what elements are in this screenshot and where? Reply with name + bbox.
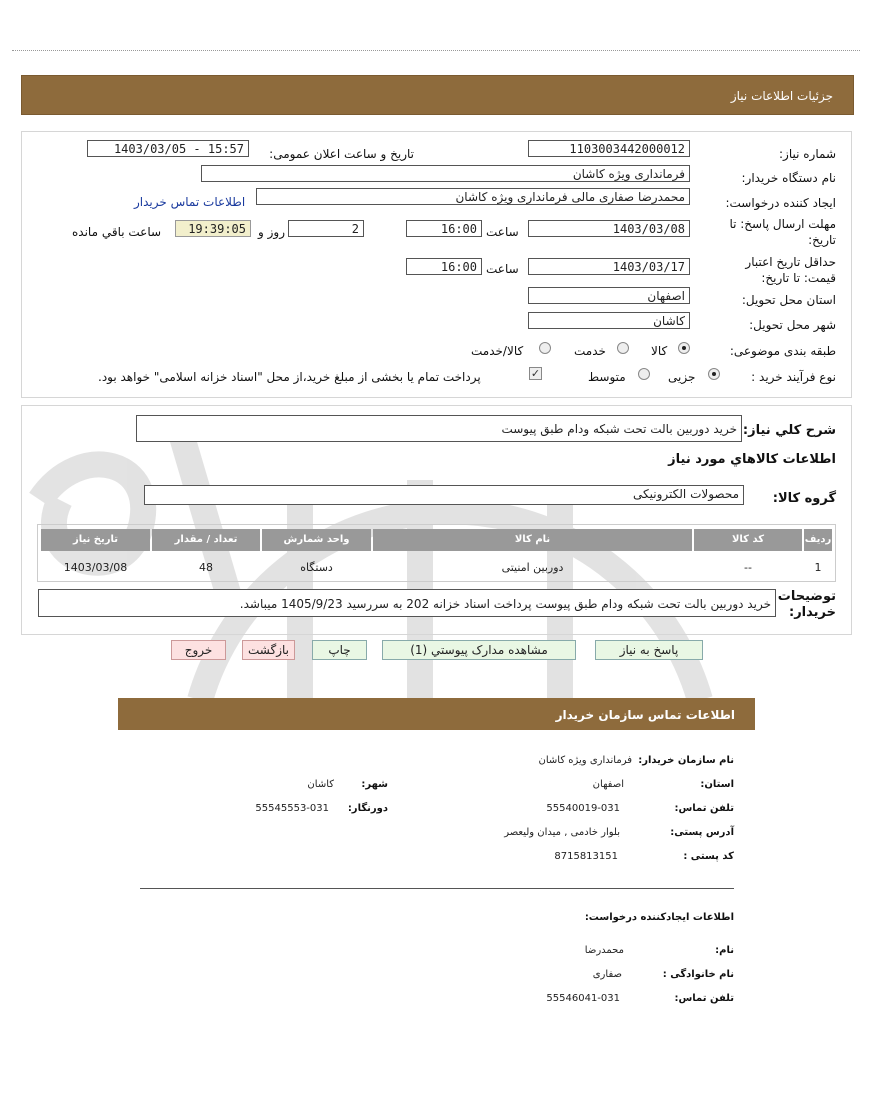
contact-city-label: شهر: (361, 779, 388, 790)
contact-province-label: استان: (700, 779, 734, 790)
cell-quantity: 48 (199, 561, 213, 574)
creator-label: ایجاد کننده درخواست: (725, 196, 836, 210)
buyer-notes-label: توضیحات خریدار: (777, 589, 836, 620)
reply-button[interactable]: پاسخ به نیاز (595, 640, 703, 660)
payment-checkbox[interactable]: ✓ (530, 367, 541, 380)
deadline-time-label: ساعت (486, 225, 519, 239)
announce-datetime-field[interactable]: 1403/03/05 - 15:57 (87, 140, 249, 157)
remaining-timer: 19:39:05 (175, 220, 251, 237)
category-label: طبقه بندی موضوعی: (729, 344, 836, 358)
col-header-code: کد کالا (694, 529, 802, 551)
goods-info-title: اطلاعات کالاهاي مورد نیاز (668, 452, 836, 467)
creator-phone-value: 55546041-031 (546, 993, 620, 1004)
validity-label: حداقل تاریخ اعتبار قیمت: تا تاریخ: (745, 255, 836, 285)
contact-city-value: کاشان (307, 779, 334, 790)
process-label: نوع فرآیند خرید : (751, 370, 836, 384)
contact-phone-label: تلفن تماس: (674, 803, 734, 814)
cell-need-date: 1403/03/08 (63, 561, 128, 574)
contact-fax-value: 55545553-031 (255, 803, 329, 814)
buyer-org-label: نام دستگاه خریدار: (741, 171, 836, 185)
goods-group-field[interactable]: محصولات الکترونیکی (144, 485, 744, 505)
first-name-value: محمدرضا (584, 945, 624, 956)
announce-datetime-label: تاریخ و ساعت اعلان عمومی: (269, 147, 414, 161)
category-goods-label: کالا (651, 344, 668, 358)
category-goods-service-radio[interactable] (539, 342, 551, 354)
need-number-field[interactable]: 1103003442000012 (528, 140, 690, 157)
exit-button[interactable]: خروج (171, 640, 226, 660)
col-header-unit: واحد شمارش (262, 529, 371, 551)
print-button[interactable]: چاپ (312, 640, 367, 660)
category-goods-radio[interactable] (678, 342, 690, 354)
contact-province-value: اصفهان (592, 779, 624, 790)
process-medium-label: متوسط (588, 370, 626, 384)
validity-time-label: ساعت (486, 262, 519, 276)
days-field[interactable]: 2 (288, 220, 364, 237)
validity-time-field[interactable]: 16:00 (406, 258, 482, 275)
category-goods-service-label: کالا/خدمت (471, 344, 524, 358)
process-medium-radio[interactable] (638, 368, 650, 380)
process-partial-radio[interactable] (708, 368, 720, 380)
org-name-label: نام سازمان خریدار: (638, 755, 734, 766)
goods-group-label: گروه کالا: (772, 491, 836, 506)
col-header-name: نام کالا (373, 529, 692, 551)
postal-code-label: کد پستی : (683, 851, 734, 862)
top-divider (12, 50, 860, 51)
last-name-label: نام خانوادگی : (662, 969, 734, 980)
back-button[interactable]: بازگشت (242, 640, 295, 660)
remaining-label: ساعت باقي مانده (72, 225, 162, 239)
first-name-label: نام: (715, 945, 734, 956)
address-label: آدرس پستی: (670, 827, 734, 838)
need-number-label: شماره نیاز: (779, 147, 836, 161)
contact-header (118, 698, 755, 730)
col-header-row: ردیف (804, 529, 832, 551)
last-name-value: صفاری (592, 969, 622, 980)
contact-divider (140, 888, 734, 889)
col-header-quantity: تعداد / مقدار (152, 529, 260, 551)
cell-row: 1 (814, 561, 822, 574)
contact-title: اطلاعات تماس سازمان خریدار (555, 708, 735, 722)
cell-unit: دستگاه (300, 561, 333, 574)
buyer-org-field[interactable]: فرمانداری ویژه کاشان (201, 165, 690, 182)
cell-name: دوربین امنیتی (501, 561, 564, 574)
page-header (21, 75, 854, 115)
category-service-label: خدمت (574, 344, 606, 358)
attachments-button[interactable]: مشاهده مدارک پیوستي (1) (382, 640, 576, 660)
process-partial-label: جزیی (668, 370, 696, 384)
creator-field[interactable]: محمدرضا صفاری مالی فرمانداری ویژه کاشان (256, 188, 690, 205)
address-value: بلوار خادمی , میدان ولیعصر (504, 827, 620, 838)
general-desc-field[interactable]: خرید دوربین بالت تحت شبکه ودام طبق پیوست (136, 415, 742, 442)
creator-phone-label: تلفن تماس: (674, 993, 734, 1004)
deadline-time-field[interactable]: 16:00 (406, 220, 482, 237)
province-label: استان محل تحویل: (741, 293, 836, 307)
payment-note: پرداخت تمام یا بخشی از مبلغ خرید،از محل "اسناد خزانه اسلامی" خواهد بود. (98, 370, 481, 384)
city-field[interactable]: کاشان (528, 312, 690, 329)
days-label: روز و (258, 225, 285, 239)
buyer-contact-link[interactable]: اطلاعات تماس خریدار (134, 195, 246, 209)
general-desc-label: شرح کلي نیاز: (742, 423, 836, 438)
category-service-radio[interactable] (617, 342, 629, 354)
cell-code: -- (744, 561, 752, 574)
contact-fax-label: دورنگار: (347, 803, 388, 814)
postal-code-value: 8715813151 (554, 851, 618, 862)
creator-info-title: اطلاعات ایجادکننده درخواست: (584, 912, 734, 923)
page-title: جزئیات اطلاعات نیاز (730, 89, 833, 103)
deadline-label: مهلت ارسال پاسخ: تا تاریخ: (729, 217, 836, 247)
validity-date-field[interactable]: 1403/03/17 (528, 258, 690, 275)
org-name-value: فرمانداری ویژه کاشان (538, 755, 632, 766)
city-label: شهر محل تحویل: (749, 318, 836, 332)
col-header-need-date: تاریخ نیاز (41, 529, 150, 551)
province-field[interactable]: اصفهان (528, 287, 690, 304)
buyer-notes-field[interactable]: خرید دوربین بالت تحت شبکه ودام طبق پیوست پرداخت اسناد خزانه 202 به سررسید 1405/9/23 میباشد. (38, 589, 776, 617)
contact-phone-value: 55540019-031 (546, 803, 620, 814)
deadline-date-field[interactable]: 1403/03/08 (528, 220, 690, 237)
